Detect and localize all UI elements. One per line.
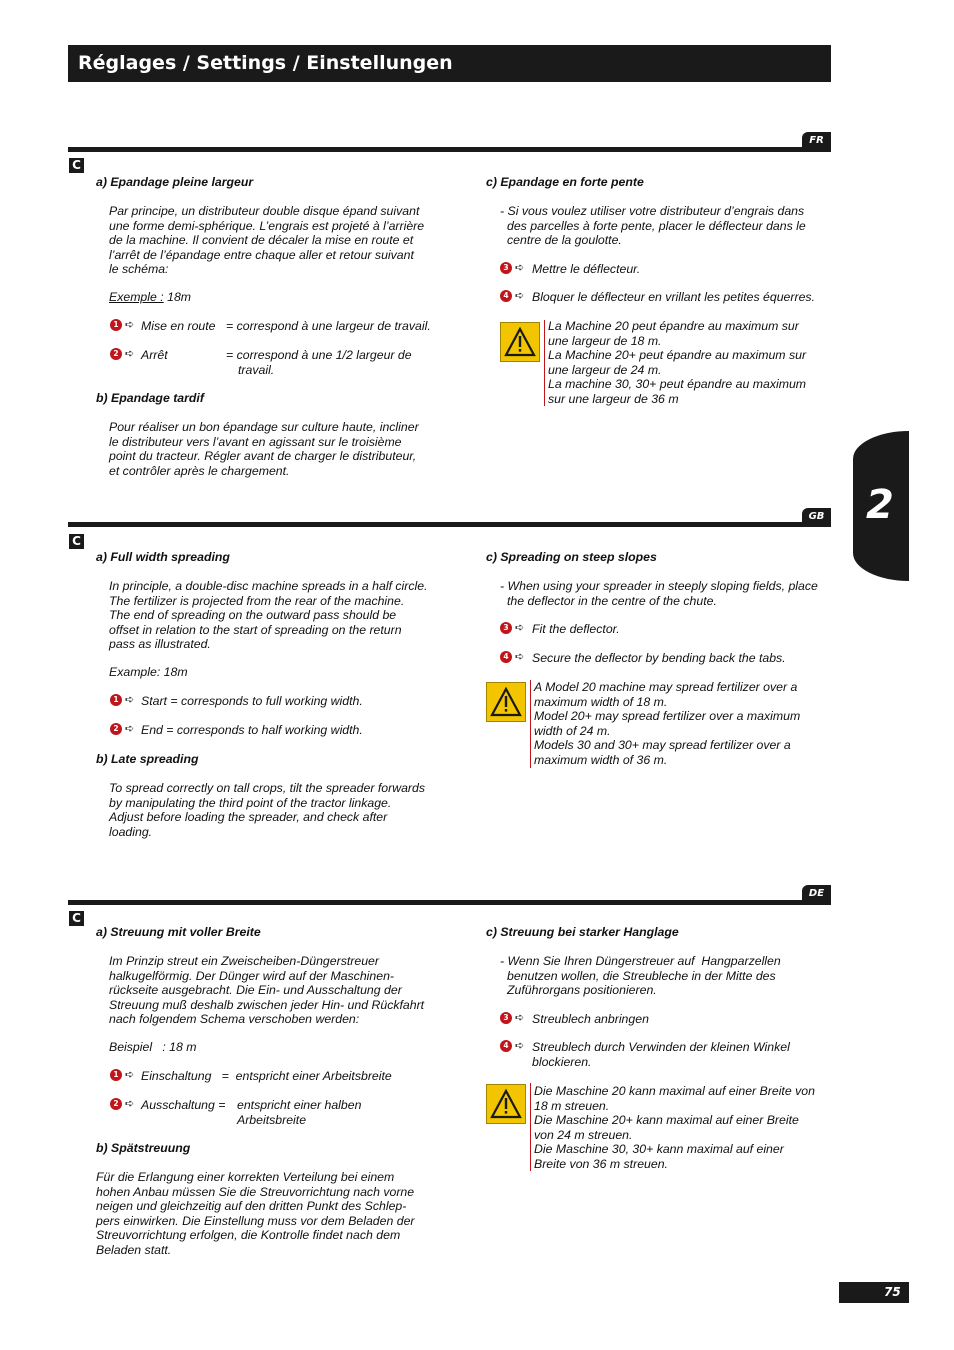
language-tab-fr: FR bbox=[802, 132, 831, 150]
marker-4: 4 bbox=[500, 651, 512, 663]
item-text: Streublech durch Verwinden der kleinen Winkel blockieren. bbox=[532, 1040, 790, 1069]
item-text: Streublech anbringen bbox=[532, 1012, 649, 1026]
marker-3: 3 bbox=[500, 262, 512, 274]
page-title: Réglages / Settings / Einstellungen bbox=[78, 52, 453, 74]
heading-a: a) Streuung mit voller Breite bbox=[96, 925, 261, 939]
item-text: = correspond à une 1/2 largeur de travail. bbox=[226, 348, 412, 377]
section-letter: C bbox=[69, 534, 84, 549]
arrow-icon: ➪ bbox=[125, 722, 135, 735]
example-line: Exemple : 18m bbox=[109, 290, 192, 304]
warning-text: A Model 20 machine may spread fertilizer over a maximum width of 18 m. Model 20+ may spread fertilizer over a maximum width of 24 m. Models 30 and 30+ may spread fertilizer over a maximum width of 36 m. bbox=[534, 680, 801, 767]
warning-text: Die Maschine 20 kann maximal auf einer Breite von 18 m streuen. Die Maschine 20+ kann maximal auf einer Breite von 24 m streuen. Die Maschine 30, 30+ kann maximal auf einer Breite von 36 m streuen. bbox=[534, 1084, 815, 1171]
item-text: Einschaltung = entspricht einer Arbeitsbreite bbox=[141, 1069, 392, 1083]
paragraph-c: - Si vous voulez utiliser votre distributeur d’engrais dans des parcelles à forte pente, placer le déflecteur dans le centre de la goulotte. bbox=[500, 204, 806, 247]
example-line: Example: 18m bbox=[109, 665, 188, 679]
item-text: = correspond à une largeur de travail. bbox=[226, 319, 431, 333]
arrow-icon: ➪ bbox=[515, 650, 525, 663]
item-label: Mise en route bbox=[141, 319, 216, 333]
marker-2: 2 bbox=[110, 1098, 122, 1110]
arrow-icon: ➪ bbox=[125, 1097, 135, 1110]
paragraph-b: Für die Erlangung einer korrekten Verteilung bei einem hohen Anbau müssen Sie die Streuvorrichtung nach vorne neigen und gleichzeitig auf den dritten Punkt des Schlep- pers einwirken. Die Einstellung muss vor dem Beladen der Streuvorrichtung erfolgen, die Kontrolle findet nach dem Beladen statt. bbox=[96, 1170, 415, 1257]
marker-3: 3 bbox=[500, 1012, 512, 1024]
item-text: Start = corresponds to full working width. bbox=[141, 694, 363, 708]
arrow-icon: ➪ bbox=[515, 289, 525, 302]
heading-a: a) Epandage pleine largeur bbox=[96, 175, 254, 189]
warning-icon bbox=[486, 682, 526, 722]
page-number: 75 bbox=[884, 1285, 901, 1299]
marker-2: 2 bbox=[110, 723, 122, 735]
heading-b: b) Late spreading bbox=[96, 752, 199, 766]
marker-4: 4 bbox=[500, 290, 512, 302]
heading-c: c) Epandage en forte pente bbox=[486, 175, 644, 189]
marker-4: 4 bbox=[500, 1040, 512, 1052]
arrow-icon: ➪ bbox=[515, 621, 525, 634]
warning-rule bbox=[530, 680, 531, 768]
section-rule-gb bbox=[68, 522, 831, 527]
section-letter: C bbox=[69, 158, 84, 173]
marker-1: 1 bbox=[110, 319, 122, 331]
example-line: Beispiel : 18 m bbox=[109, 1040, 197, 1054]
paragraph-c: - Wenn Sie Ihren Düngerstreuer auf Hangparzellen benutzen wollen, die Streubleche in der Mitte des Zuführorgans positionieren. bbox=[500, 954, 781, 997]
chapter-number: 2 bbox=[866, 482, 894, 528]
arrow-icon: ➪ bbox=[125, 693, 135, 706]
paragraph-a: Im Prinzip streut ein Zweischeiben-Düngerstreuer halkugelförmig. Der Dünger wird auf der Maschinen- rückseite ausgebracht. Die Ein- und Ausschaltung der Streuung muß deshalb zwischen jeder Hin- und Rückfahrt nach folgendem Schema verschoben werden: bbox=[109, 954, 425, 1026]
paragraph-a: Par principe, un distributeur double disque épand suivant une forme demi-sphérique. L’engrais est projeté à l’arrière de la machine. Il convient de décaler la mise en route et l’arrêt de l’épandage entre chaque aller et retour suivant le schéma: bbox=[109, 204, 425, 276]
item-label: Arrêt bbox=[141, 348, 168, 362]
arrow-icon: ➪ bbox=[125, 347, 135, 360]
paragraph-b: To spread correctly on tall crops, tilt the spreader forwards by manipulating the third point of the tractor linkage. Adjust before loading the spreader, and check after loading. bbox=[109, 781, 425, 839]
section-rule-fr bbox=[68, 147, 831, 152]
heading-a: a) Full width spreading bbox=[96, 550, 230, 564]
item-text: End = corresponds to half working width. bbox=[141, 723, 363, 737]
heading-c: c) Streuung bei starker Hanglage bbox=[486, 925, 679, 939]
paragraph-b: Pour réaliser un bon épandage sur culture haute, incliner le distributeur vers l’avant en agissant sur le troisième point du tracteur. Régler avant de charger le distributeur, et contrôler après le chargement. bbox=[109, 420, 419, 478]
arrow-icon: ➪ bbox=[125, 318, 135, 331]
language-tab-de: DE bbox=[802, 885, 831, 903]
arrow-icon: ➪ bbox=[515, 1011, 525, 1024]
marker-1: 1 bbox=[110, 694, 122, 706]
item-text: entspricht einer halben Arbeitsbreite bbox=[237, 1098, 362, 1127]
item-text: Secure the deflector by bending back the tabs. bbox=[532, 651, 786, 665]
warning-text: La Machine 20 peut épandre au maximum sur une largeur de 18 m. La Machine 20+ peut épandre au maximum sur une largeur de 24 m. La machine 30, 30+ peut épandre au maximum sur une largeur de 36 m bbox=[548, 319, 807, 406]
item-text: Bloquer le déflecteur en vrillant les petites équerres. bbox=[532, 290, 815, 304]
warning-rule bbox=[544, 320, 545, 406]
paragraph-c: - When using your spreader in steeply sloping fields, place the deflector in the centre of the chute. bbox=[500, 579, 818, 608]
item-text: Mettre le déflecteur. bbox=[532, 262, 641, 276]
paragraph-a: In principle, a double-disc machine spreads in a half circle. The fertilizer is projected from the rear of the machine. The end of spreading on the outward pass should be offset in relation to the start of spreading on the return pass as illustrated. bbox=[109, 579, 428, 651]
warning-rule bbox=[530, 1083, 531, 1171]
section-letter: C bbox=[69, 911, 84, 926]
heading-b: b) Spätstreuung bbox=[96, 1141, 191, 1155]
warning-icon bbox=[500, 322, 540, 362]
item-text: Fit the deflector. bbox=[532, 622, 620, 636]
section-rule-de bbox=[68, 900, 831, 905]
heading-b: b) Epandage tardif bbox=[96, 391, 204, 405]
arrow-icon: ➪ bbox=[515, 1039, 525, 1052]
heading-c: c) Spreading on steep slopes bbox=[486, 550, 657, 564]
arrow-icon: ➪ bbox=[125, 1068, 135, 1081]
arrow-icon: ➪ bbox=[515, 261, 525, 274]
marker-2: 2 bbox=[110, 348, 122, 360]
warning-icon bbox=[486, 1084, 526, 1124]
item-label: Ausschaltung = bbox=[141, 1098, 226, 1112]
language-tab-gb: GB bbox=[802, 508, 831, 526]
marker-3: 3 bbox=[500, 622, 512, 634]
marker-1: 1 bbox=[110, 1069, 122, 1081]
